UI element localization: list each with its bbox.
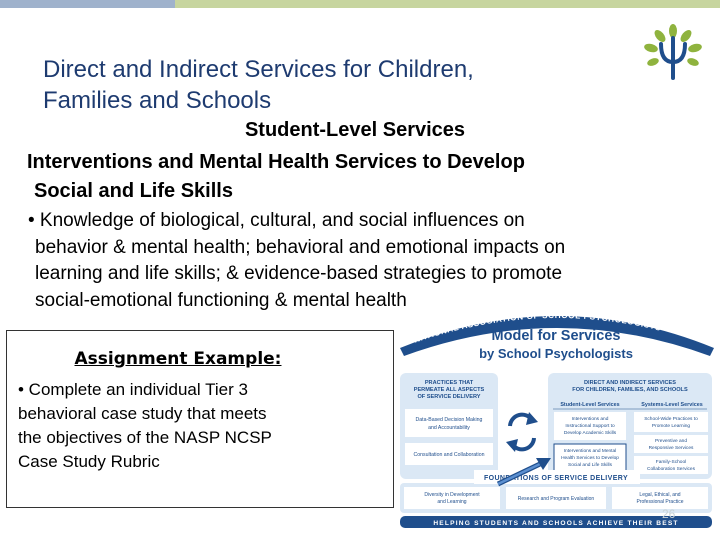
- permeate-box-data-line: Data-Based Decision Making: [415, 417, 483, 423]
- assignment-body: [18, 378, 318, 474]
- slide-title: [43, 54, 603, 116]
- permeate-box-data: [405, 409, 493, 437]
- model-arc-text: NATIONAL ASSOCIATION OF SCHOOL PSYCHOLOGISTS: [412, 310, 663, 345]
- student-box-mental-health-line: Interventions and Mental: [563, 449, 617, 454]
- nasp-psi-logo-icon: [640, 22, 706, 82]
- systems-box-preventive-line: Responsive Services: [648, 446, 694, 451]
- systems-box-family-line: Collaboration Services: [647, 467, 695, 472]
- direct-header-line: FOR CHILDREN, FAMILIES, AND SCHOOLS: [572, 387, 688, 393]
- student-box-academic-line: Interventions and: [571, 417, 609, 422]
- systems-box-family-line: Family-School: [655, 460, 687, 465]
- slide-title-line-1: Direct and Indirect Services for Children,: [43, 56, 474, 83]
- model-title-line-1: Model for Services: [491, 328, 621, 344]
- interventions-subheading-line-1: Interventions and Mental Health Services to Develop: [27, 151, 525, 173]
- foundation-box-legal-line: Legal, Ethical, and: [639, 492, 681, 498]
- assignment-line: the objectives of the NASP NCSP: [18, 428, 272, 447]
- bullet-line: learning and life skills; & evidence-based strategies to promote: [35, 263, 563, 284]
- bullet-line: • Knowledge of biological, cultural, and social influences on: [28, 210, 525, 231]
- foundation-box-legal-line: Professional Practice: [636, 499, 684, 505]
- interventions-subheading: [27, 148, 667, 206]
- nasp-practice-model-graphic: [398, 298, 716, 530]
- assignment-line: behavioral case study that meets: [18, 404, 267, 423]
- systems-level-label: Systems-Level Services: [641, 402, 703, 408]
- student-box-mental-health-line: Health Services to Develop: [561, 456, 619, 461]
- student-level-label: Student-Level Services: [560, 402, 620, 408]
- permeate-box-consultation-line: Consultation and Collaboration: [413, 452, 485, 458]
- slide-title-line-2: Families and Schools: [43, 87, 272, 114]
- model-footer-text: HELPING STUDENTS AND SCHOOLS ACHIEVE THEIR BEST: [433, 520, 679, 527]
- foundations-header: FOUNDATIONS OF SERVICE DELIVERY: [483, 475, 629, 482]
- systems-box-school-wide-line: School-Wide Practices to: [644, 417, 698, 422]
- assignment-line: Case Study Rubric: [18, 452, 160, 471]
- assignment-line: • Complete an individual Tier 3: [18, 380, 248, 399]
- student-box-mental-health-line: Social and Life Skills: [568, 463, 612, 468]
- top-bar-blue-segment: [0, 0, 175, 8]
- foundation-box-diversity-line: Diversity in Development: [424, 492, 480, 498]
- top-bar-green-segment: [175, 0, 720, 8]
- systems-box-school-wide-line: Promote Learning: [651, 424, 691, 429]
- foundation-box-research-line: Research and Program Evaluation: [517, 496, 595, 502]
- foundation-box-diversity: [404, 487, 500, 509]
- page-number: 26: [662, 507, 676, 521]
- interventions-subheading-line-2: Social and Life Skills: [34, 180, 233, 202]
- direct-header-line: DIRECT AND INDIRECT SERVICES: [584, 380, 676, 386]
- permeate-header-line: OF SERVICE DELIVERY: [417, 394, 481, 400]
- foundation-box-diversity-line: and Learning: [437, 499, 467, 505]
- refresh-arrows-icon: [506, 412, 538, 452]
- model-title-line-2: by School Psychologists: [479, 346, 633, 361]
- student-level-subheading: Student-Level Services: [244, 119, 466, 141]
- student-box-academic-line: Develop Academic Skills: [563, 431, 617, 436]
- permeate-box-data-line: and Accountability: [428, 425, 470, 431]
- systems-box-school-wide: [634, 412, 708, 432]
- foundation-box-legal: [612, 487, 708, 509]
- assignment-example-box: [6, 330, 394, 508]
- bullet-line: social-emotional functioning & mental health: [35, 289, 407, 311]
- student-box-academic-line: Instructional Support to: [565, 424, 615, 429]
- permeate-header-line: PRACTICES THAT: [424, 380, 474, 386]
- bullet-line: behavior & mental health; behavioral and emotional impacts on: [35, 236, 566, 258]
- top-accent-bar: [0, 0, 720, 8]
- systems-box-preventive-line: Preventive and: [655, 439, 687, 444]
- assignment-heading: Assignment Example:: [74, 349, 282, 369]
- permeate-header-line: PERMEATE ALL ASPECTS: [413, 387, 485, 393]
